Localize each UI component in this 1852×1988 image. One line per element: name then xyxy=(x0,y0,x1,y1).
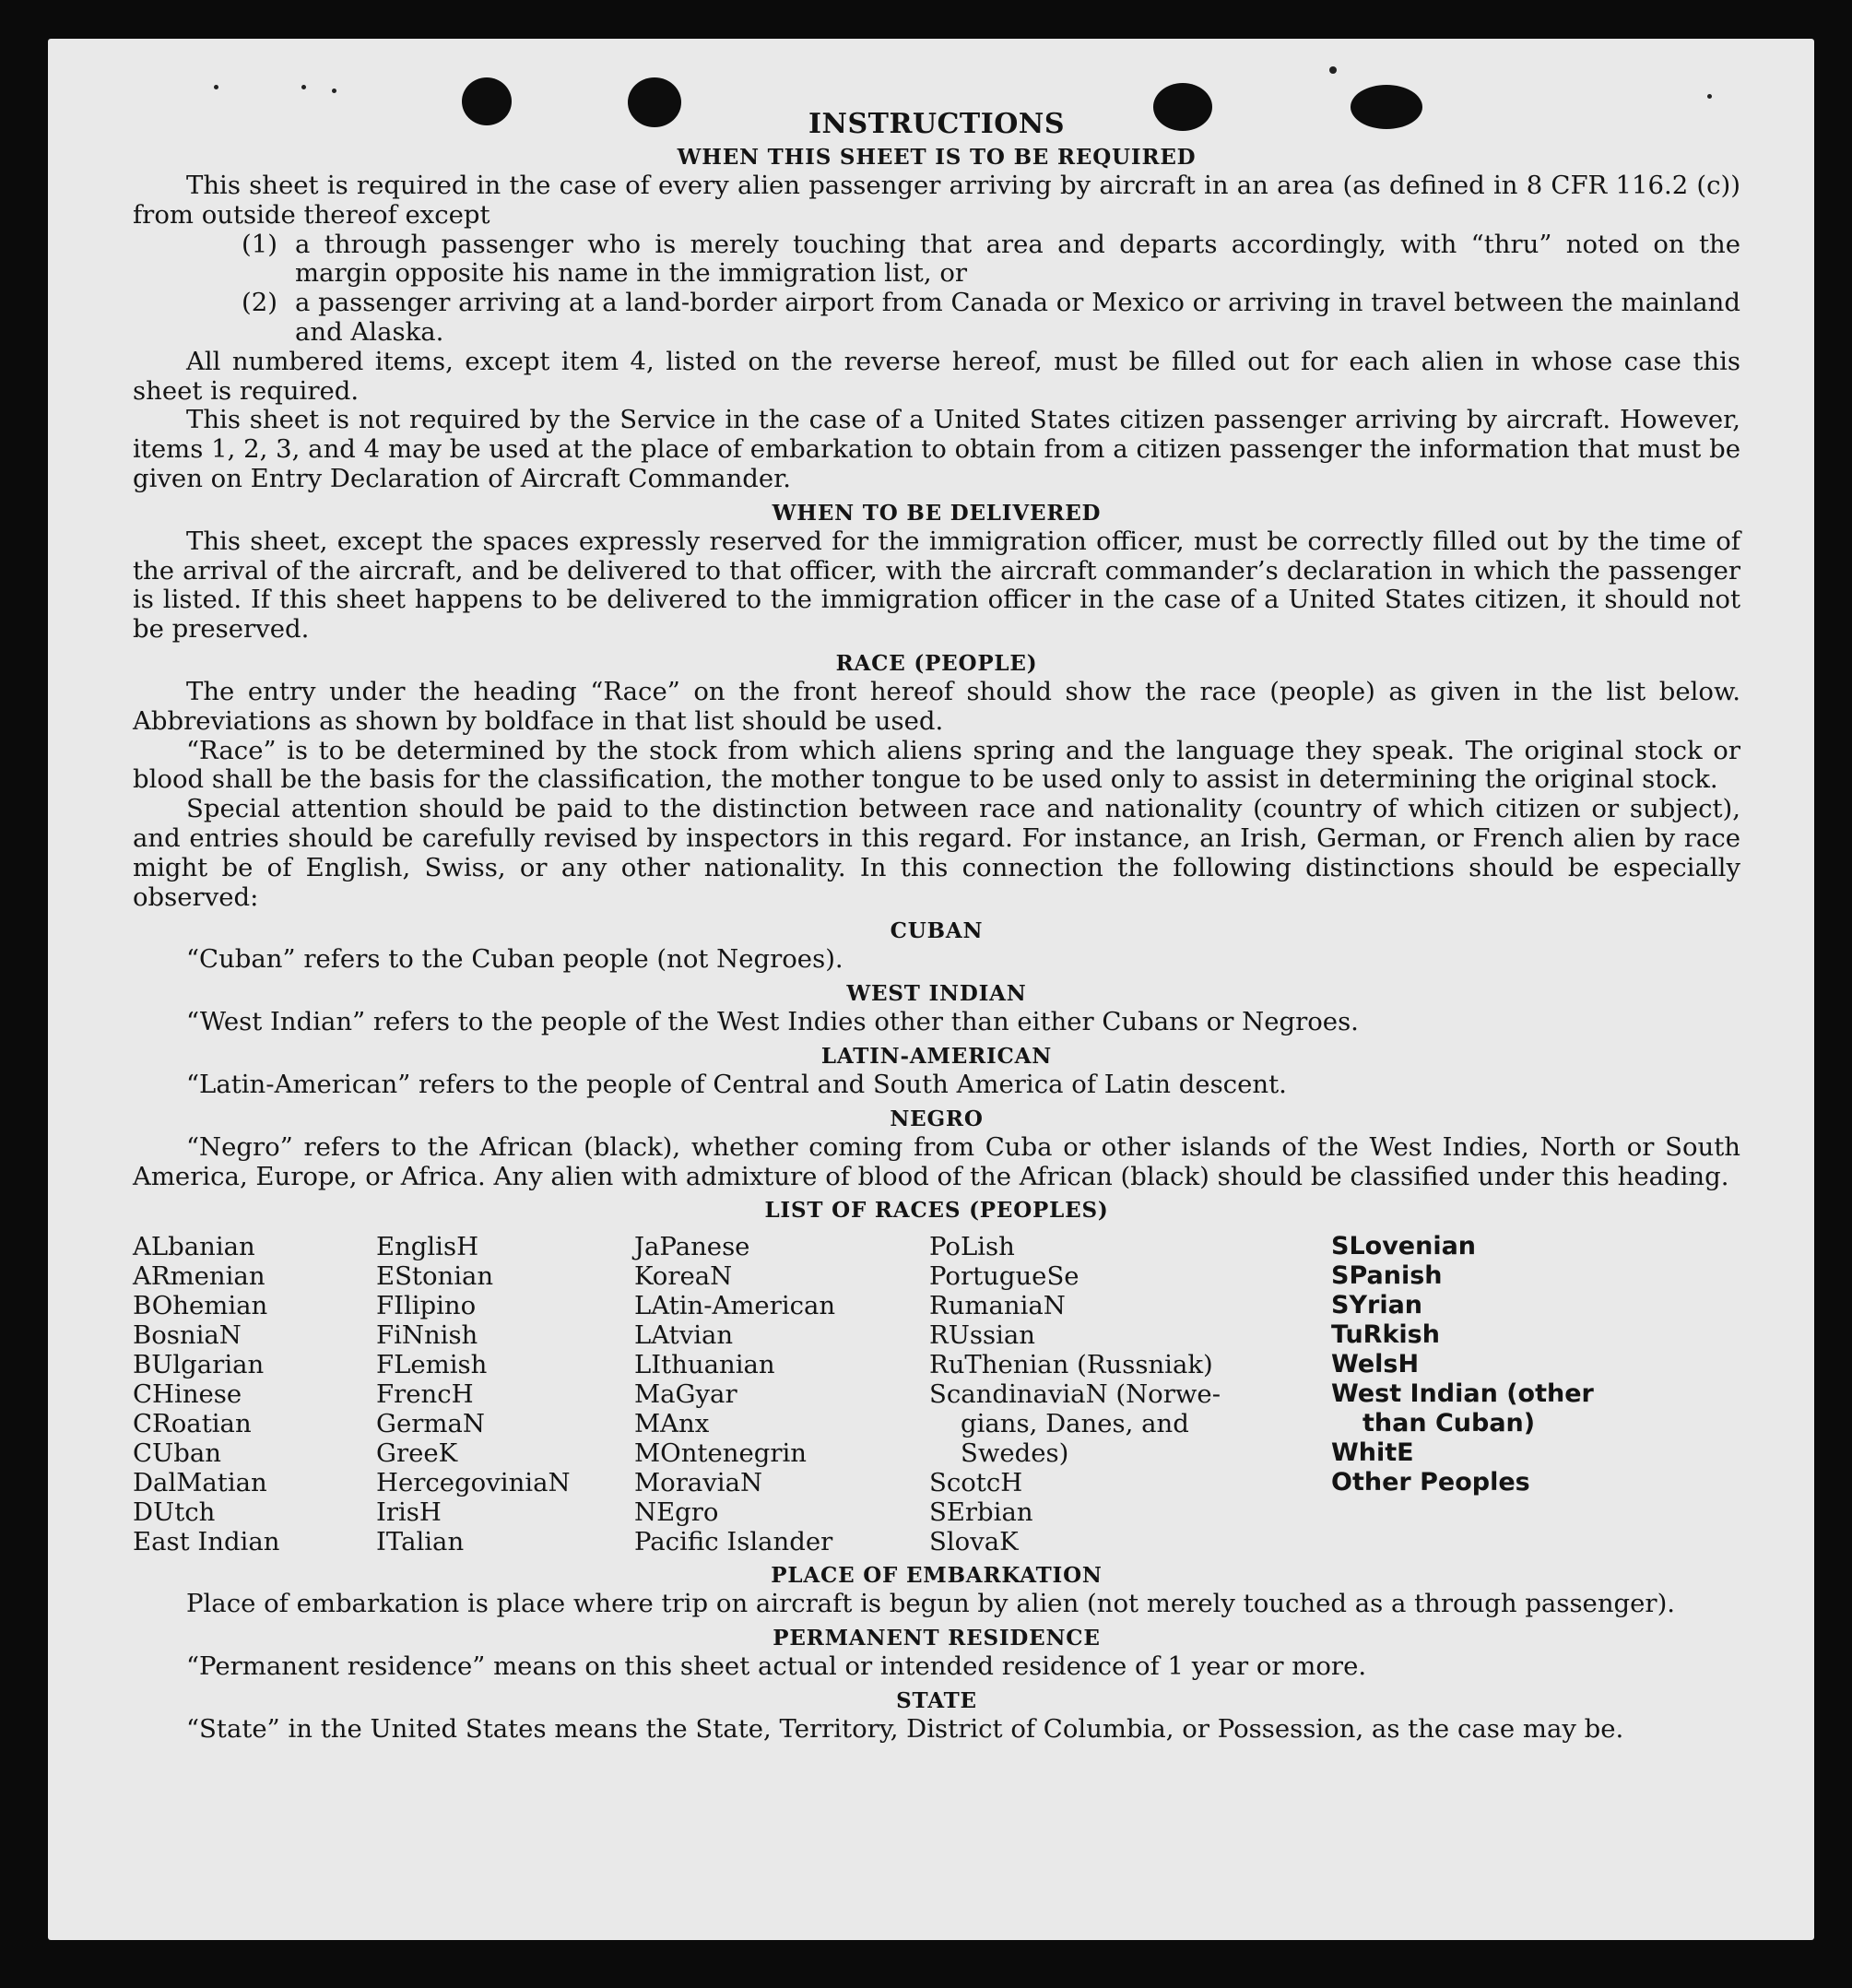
list-item: PoLish xyxy=(929,1232,1015,1262)
list-item-continuation: gians, Danes, and xyxy=(961,1409,1189,1439)
list-item: ALbanian xyxy=(133,1232,255,1262)
list-item: FLemish xyxy=(376,1350,488,1380)
paragraph: “Race” is to be determined by the stock from which aliens spring and the language they speak. The original stock or blood shall be the basis for the classification, the mother tongue to be used only to assist in determining the original stock. xyxy=(133,735,1740,795)
list-item xyxy=(242,231,1740,290)
list-item: Pacific Islander xyxy=(634,1527,833,1557)
paragraph: “State” in the United States means the State, Territory, District of Columbia, or Possession, as the case may be. xyxy=(186,1713,1624,1744)
paragraph: This sheet is required in the case of every alien passenger arriving by aircraft in an area (as defined in 8 CFR 116.2 (c)) from outside thereof except xyxy=(133,171,1740,230)
heading-west-indian: WEST INDIAN xyxy=(846,981,1027,1007)
paragraph: “Cuban” refers to the Cuban people (not Negroes). xyxy=(186,944,843,975)
list-item: CHinese xyxy=(133,1379,242,1410)
list-item: MaGyar xyxy=(634,1379,737,1410)
list-item: FIlipino xyxy=(376,1291,477,1321)
heading-state: STATE xyxy=(896,1687,977,1713)
list-item: SPanish xyxy=(1331,1261,1443,1291)
list-item: RumaniaN xyxy=(929,1291,1066,1321)
list-item: ARmenian xyxy=(133,1261,265,1292)
races-column-1 xyxy=(133,1232,376,1556)
list-item-continuation: Swedes) xyxy=(961,1438,1069,1469)
document-sheet xyxy=(48,39,1814,1940)
speck-mark xyxy=(1329,66,1337,74)
list-item xyxy=(242,289,1740,348)
races-list xyxy=(133,1232,1740,1556)
list-item: MoraviaN xyxy=(634,1468,763,1498)
list-item: RuThenian (Russniak) xyxy=(929,1350,1213,1380)
list-item: JaPanese xyxy=(634,1232,750,1262)
speck-mark xyxy=(301,85,306,89)
heading-latin-american: LATIN-AMERICAN xyxy=(820,1043,1053,1069)
list-item: WelsH xyxy=(1331,1350,1420,1379)
list-item: ITalian xyxy=(376,1527,465,1557)
list-item: LIthuanian xyxy=(634,1350,775,1380)
list-item: CRoatian xyxy=(133,1409,252,1439)
paragraph: All numbered items, except item 4, listed on the reverse hereof, must be filled out for each alien in whose case this sheet is required. xyxy=(133,346,1740,406)
item-number: (2) xyxy=(242,288,277,318)
heading-race: RACE (PEOPLE) xyxy=(835,650,1038,676)
list-item: EnglisH xyxy=(376,1232,479,1262)
list-item: FiNnish xyxy=(376,1320,478,1351)
list-item: CUban xyxy=(133,1438,221,1469)
list-item: WhitE xyxy=(1331,1438,1414,1468)
paragraph: This sheet, except the spaces expressly reserved for the immigration officer, must be correctly filled out by the time of the arrival of the aircraft, and be delivered to that officer, with the aircraft commander’s declaration in which the passenger is listed. If this sheet happens to be delivered to the immigration officer in the case of a United States citizen, it should not be preserved. xyxy=(133,526,1740,645)
paragraph: Special attention should be paid to the distinction between race and nationality (country of which citizen or subject), and entries should be carefully revised by inspectors in this regard. For instance, an Irish, German, or French alien by race might be of English, Swiss, or any other nationality. In this connection the following distinctions should be especially observed: xyxy=(133,794,1740,912)
list-item: NEgro xyxy=(634,1497,719,1528)
list-item: LAtin-American xyxy=(634,1291,836,1321)
list-item: East Indian xyxy=(133,1527,280,1557)
page-title: INSTRUCTIONS xyxy=(808,108,1065,140)
list-item: KoreaN xyxy=(634,1261,733,1292)
speck-mark xyxy=(214,85,218,89)
item-number: (1) xyxy=(242,229,277,259)
item-text: a through passenger who is merely touching that area and departs accordingly, with “thru” noted on the margin opposite his name in the immigration list, or xyxy=(295,229,1740,289)
list-item: LAtvian xyxy=(634,1320,734,1351)
instructions-body xyxy=(133,105,1740,1745)
speck-mark xyxy=(1707,94,1712,99)
list-item: SYrian xyxy=(1331,1291,1423,1320)
heading-negro: NEGRO xyxy=(890,1106,984,1131)
paragraph: “West Indian” refers to the people of the West Indies other than either Cubans or Negroes. xyxy=(186,1007,1359,1037)
list-item: MOntenegrin xyxy=(634,1438,807,1469)
list-item: DalMatian xyxy=(133,1468,267,1498)
list-item: BosniaN xyxy=(133,1320,242,1351)
list-item: SErbian xyxy=(929,1497,1033,1528)
races-column-2 xyxy=(376,1232,634,1556)
races-column-4 xyxy=(929,1232,1331,1556)
heading-list-of-races: LIST OF RACES (PEOPLES) xyxy=(764,1198,1109,1224)
list-item: PortugueSe xyxy=(929,1261,1079,1292)
list-item: SlovaK xyxy=(929,1527,1019,1557)
paragraph: Place of embarkation is place where trip on aircraft is begun by alien (not merely touched as a through passenger). xyxy=(186,1589,1676,1619)
paragraph: “Latin-American” refers to the people of Central and South America of Latin descent. xyxy=(186,1069,1287,1099)
list-item: FrencH xyxy=(376,1379,474,1410)
list-item: ScandinaviaN (Norwe- xyxy=(929,1379,1221,1410)
list-item: HercegoviniaN xyxy=(376,1468,571,1498)
paragraph: The entry under the heading “Race” on the front hereof should show the race (people) as given in the list below. Abbreviations as shown by boldface in that list should be used. xyxy=(133,676,1740,736)
paragraph: “Permanent residence” means on this sheet actual or intended residence of 1 year or more. xyxy=(186,1651,1367,1682)
list-item: MAnx xyxy=(634,1409,710,1439)
list-item-continuation: than Cuban) xyxy=(1362,1409,1536,1438)
races-column-3 xyxy=(634,1232,929,1556)
heading-permanent-residence: PERMANENT RESIDENCE xyxy=(773,1626,1101,1651)
heading-embarkation: PLACE OF EMBARKATION xyxy=(771,1563,1103,1589)
list-item: ScotcH xyxy=(929,1468,1023,1498)
heading-delivered: WHEN TO BE DELIVERED xyxy=(772,500,1102,526)
list-item: RUssian xyxy=(929,1320,1036,1351)
speck-mark xyxy=(332,89,336,93)
list-item: GermaN xyxy=(376,1409,485,1439)
item-text: a passenger arriving at a land-border airport from Canada or Mexico or arriving in travel between the mainland and Alaska. xyxy=(295,288,1740,347)
list-item: GreeK xyxy=(376,1438,458,1469)
list-item: Other Peoples xyxy=(1331,1468,1530,1497)
heading-cuban: CUBAN xyxy=(890,918,984,944)
list-item: EStonian xyxy=(376,1261,494,1292)
list-item: IrisH xyxy=(376,1497,442,1528)
list-item: BOhemian xyxy=(133,1291,268,1321)
paragraph: “Negro” refers to the African (black), whether coming from Cuba or other islands of the West Indies, North or South America, Europe, or Africa. Any alien with admixture of blood of the African (black) should be classified under this heading. xyxy=(133,1131,1740,1191)
paragraph: This sheet is not required by the Service in the case of a United States citizen passenger arriving by aircraft. However, items 1, 2, 3, and 4 may be used at the place of embarkation to obtain from a citizen passenger the information that must be given on Entry Declaration of Aircraft Commander. xyxy=(133,405,1740,493)
list-item: TuRkish xyxy=(1331,1320,1440,1350)
list-item: BUlgarian xyxy=(133,1350,265,1380)
list-item: West Indian (other xyxy=(1331,1379,1594,1409)
heading-required: WHEN THIS SHEET IS TO BE REQUIRED xyxy=(677,145,1197,170)
list-item: DUtch xyxy=(133,1497,216,1528)
list-item: SLovenian xyxy=(1331,1232,1477,1261)
races-column-5 xyxy=(1331,1232,1718,1556)
